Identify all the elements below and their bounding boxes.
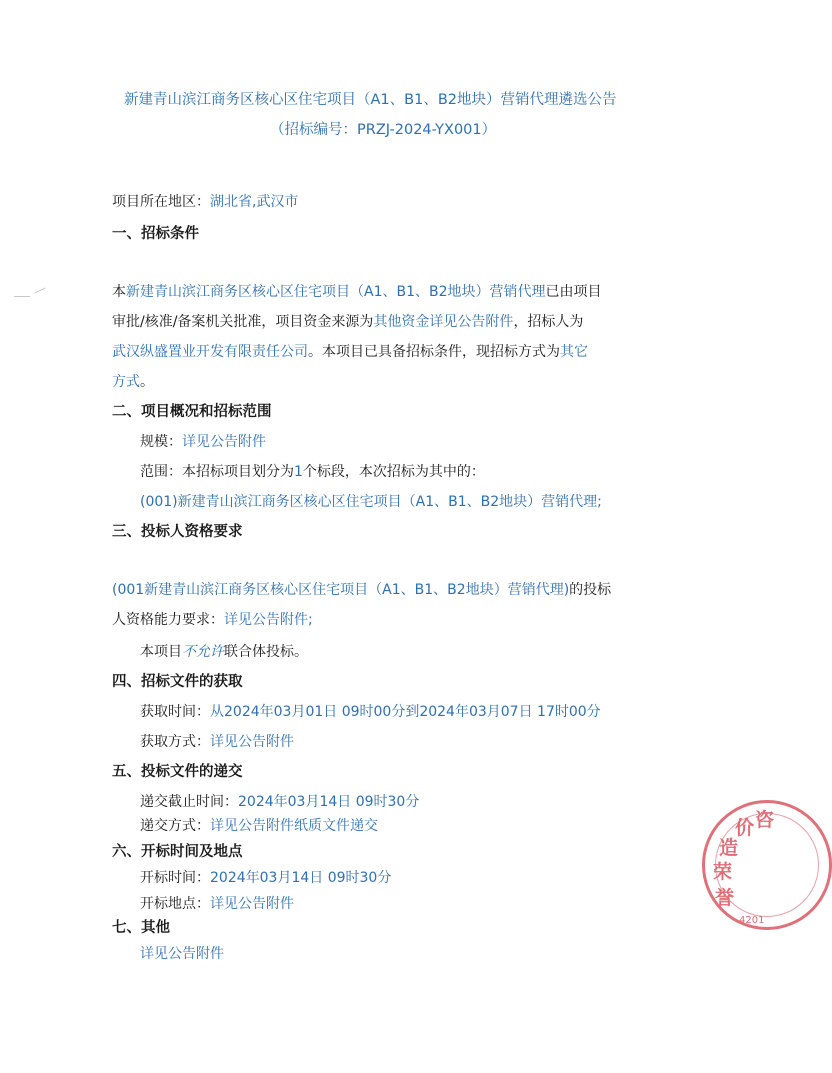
section-3-heading: 三、投标人资格要求 — [112, 524, 243, 540]
scope-line — [140, 462, 485, 482]
s1-text: 本 — [112, 284, 126, 300]
funding-source: 其他资金详见公告附件 — [373, 314, 514, 330]
qualification-text: 人资格能力要求： — [112, 612, 224, 628]
s1-text: ，招标人为 — [513, 314, 584, 330]
s1-para-line-3 — [112, 342, 588, 362]
obtain-method-label: 获取方式： — [140, 734, 210, 750]
tender-code: （招标编号：PRZJ-2024-YX001） — [270, 122, 497, 138]
obtain-time-label: 获取时间： — [140, 704, 210, 720]
joint-text: 本项目 — [140, 644, 182, 660]
joint-text: 联合体投标。 — [224, 644, 308, 660]
qualification-line-1 — [112, 580, 611, 600]
submit-method-line — [140, 816, 378, 836]
other-value: 详见公告附件 — [140, 946, 224, 962]
scale-value: 详见公告附件 — [182, 434, 266, 450]
submit-method-value: 详见公告附件纸质文件递交 — [210, 818, 378, 834]
section-5-heading: 五、投标文件的递交 — [112, 764, 243, 780]
section-2-heading: 二、项目概况和招标范围 — [112, 404, 272, 420]
s1-text: 审批/核准/备案机关批准，项目资金来源为 — [112, 314, 374, 330]
project-name: 新建青山滨江商务区核心区住宅项目（A1、B1、B2地块）营销代理 — [126, 284, 546, 300]
s1-text: 已由项目 — [545, 284, 602, 300]
scan-mark — [14, 296, 30, 297]
scope-text: 范围：本招标项目划分为 — [140, 464, 294, 480]
s1-text: 。本项目已具备招标条件，现招标方式为 — [308, 344, 560, 360]
scope-text: 个标段，本次招标为其中的： — [302, 464, 485, 480]
qualification-value: 详见公告附件; — [224, 612, 313, 628]
submit-method-label: 递交方式： — [140, 818, 210, 834]
opening-time-line — [140, 868, 391, 888]
obtain-method-value: 详见公告附件 — [210, 734, 294, 750]
tenderer-name: 武汉纵盛置业开发有限责任公司 — [112, 344, 308, 360]
seal-text-char: 价 — [735, 817, 755, 839]
opening-place-line — [140, 894, 294, 914]
tender-method: 其它 — [560, 344, 588, 360]
obtain-method-line — [140, 732, 294, 752]
submit-deadline-label: 递交截止时间： — [140, 794, 238, 810]
opening-place-label: 开标地点： — [140, 896, 210, 912]
seal-text-char: 咨 — [755, 809, 775, 831]
seal-text-char: 荣 — [713, 861, 733, 883]
notice-title: 新建青山滨江商务区核心区住宅项目（A1、B1、B2地块）营销代理遴选公告 — [124, 92, 617, 108]
submit-deadline-value: 2024年03月14日 09时30分 — [238, 794, 420, 810]
scan-mark — [34, 288, 45, 294]
scale-label: 规模： — [140, 434, 182, 450]
section-6-heading: 六、开标时间及地点 — [112, 844, 243, 860]
region-line — [112, 192, 298, 212]
scale-line — [140, 432, 266, 452]
s1-para-line-1 — [112, 282, 602, 302]
section-4-heading: 四、招标文件的获取 — [112, 674, 243, 690]
opening-place-value: 详见公告附件 — [210, 896, 294, 912]
qualification-text: 的投标 — [569, 582, 612, 598]
seal-number: 4201 — [739, 915, 765, 926]
seal-stamp — [702, 800, 832, 930]
submit-deadline-line — [140, 792, 419, 812]
seal-text-char: 造 — [719, 837, 739, 859]
s1-para-line-4 — [112, 372, 154, 392]
obtain-time-line — [140, 702, 601, 722]
opening-time-value: 2024年03月14日 09时30分 — [210, 870, 392, 886]
tender-method-cont: 方式 — [112, 374, 140, 390]
seal-text-char: 誉 — [715, 887, 735, 909]
lot-item: (001)新建青山滨江商务区核心区住宅项目（A1、B1、B2地块）营销代理; — [140, 494, 602, 510]
opening-time-label: 开标时间： — [140, 870, 210, 886]
region-label: 项目所在地区： — [112, 194, 210, 210]
qualification-line-2 — [112, 610, 313, 630]
qualification-lot: (001新建青山滨江商务区核心区住宅项目（A1、B1、B2地块）营销代理) — [112, 582, 570, 598]
section-7-heading: 七、其他 — [112, 920, 170, 936]
obtain-time-value: 从2024年03月01日 09时00分到2024年03月07日 17时00分 — [210, 704, 601, 720]
s1-para-line-2 — [112, 312, 583, 332]
region-value: 湖北省,武汉市 — [210, 194, 299, 210]
section-1-heading: 一、招标条件 — [112, 226, 199, 242]
joint-bid-line — [140, 642, 308, 662]
s1-text: 。 — [140, 374, 154, 390]
joint-bid-status: 不允许 — [182, 644, 224, 660]
lot-count: 1 — [294, 464, 303, 480]
